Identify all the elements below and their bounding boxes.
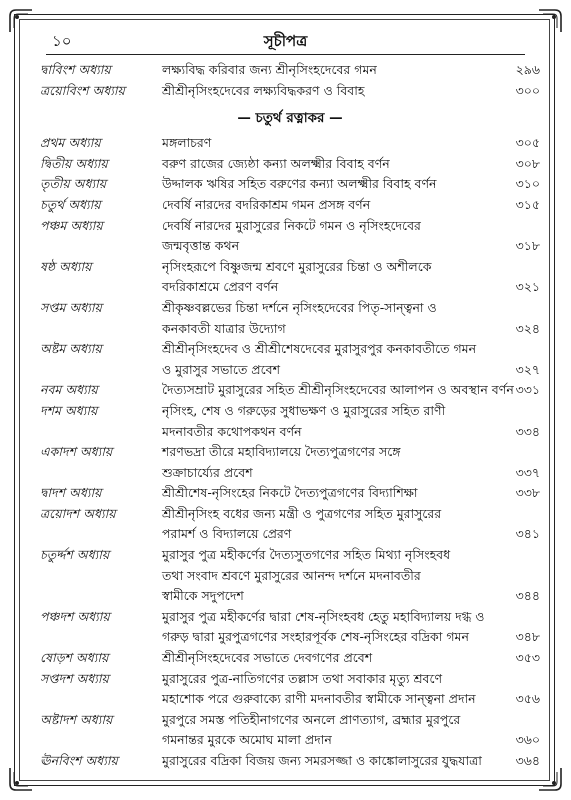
chapter-description — [162, 174, 498, 195]
description-line: শরণভদ্রা তীরে মহাবিদ্যালয়ে দৈত্যপুত্রগণের সঙ্গে — [162, 444, 401, 460]
description-line: মুরাসুরের বদ্রিকা বিজয় জন্য সমরসজ্জা ও কাঙ্কোলাসুরের যুদ্ধযাত্রা — [162, 753, 482, 768]
chapter-description — [162, 257, 498, 298]
chapter-label: অষ্টাদশ অধ্যায় — [40, 711, 113, 727]
description-line: শ্রীশ্রীনৃসিংহ বধের জন্য মন্ত্রী ও পুত্রগণের সহিত মুরাসুরের — [162, 505, 442, 521]
description-line: নৃসিংহ, শেষ ও গরুড়ের সুধাভক্ষণ ও মুরাসুরের সহিত রাণী — [162, 402, 446, 418]
toc-entry — [40, 133, 540, 154]
description-line: দেবর্ষি নারদের মুরাসুরের নিকটে গমন ও নৃসিংহদেবের — [162, 217, 421, 233]
page-reference: ৩১৫ — [515, 196, 540, 212]
description-line: মহাশোক পরে গুরুবাক্যে রাণী মদনাবতীর স্বামীকে সান্ত্বনা প্রদান — [162, 691, 476, 707]
description-line: নৃসিংহরূপে বিষ্ণুজন্ম শ্রবণে মুরাসুরের চিন্তা ও অশীলকে — [162, 258, 432, 274]
page-reference: ৩৩৮ — [515, 485, 540, 501]
chapter-label: সপ্তদশ অধ্যায় — [40, 670, 109, 686]
toc-entry — [40, 216, 540, 257]
description-line: শ্রীকৃষ্ণবল্লভের চিন্তা দর্শনে নৃসিংহদেবের পিতৃ-সান্ত্বনা ও — [162, 299, 437, 315]
corner-ornament-icon — [8, 766, 34, 792]
description-line: গরুড় দ্বারা মুরপুত্রগণের সংহারপূর্বক শেষ-নৃসিংহের বদ্রিকা গমন — [162, 629, 469, 645]
toc-entry — [40, 81, 540, 102]
page-reference: ৩৫৩ — [515, 650, 540, 666]
toc-entry — [40, 339, 540, 380]
chapter-label: ষোড়শ অধ্যায় — [40, 650, 109, 666]
toc-entry — [40, 545, 540, 607]
chapter-label: দ্বাদশ অধ্যায় — [40, 485, 102, 501]
toc-part-two — [40, 133, 540, 771]
chapter-description — [162, 298, 498, 339]
chapter-description — [162, 648, 498, 669]
chapter-description — [162, 442, 498, 483]
chapter-label: পঞ্চম অধ্যায় — [40, 217, 103, 233]
toc-entry — [40, 195, 540, 216]
toc-entry — [40, 648, 540, 669]
page-title: সূচীপত্র — [263, 32, 308, 50]
page-reference: ৩১৮ — [515, 238, 540, 254]
chapter-description — [162, 504, 498, 545]
chapter-description — [162, 401, 498, 442]
page-reference: ৩০৮ — [515, 155, 540, 171]
chapter-label: চতুর্দ্দশ অধ্যায় — [40, 547, 110, 563]
table-of-contents — [40, 60, 540, 772]
chapter-label: একাদশ অধ্যায় — [40, 444, 113, 460]
toc-entry — [40, 607, 540, 648]
description-line: মুরপুরে সমস্ত পতিহীনাগণের অনলে প্রাণত্যাগ, ব্রহ্মার মুরপুরে — [162, 711, 461, 727]
section-heading: — চতুর্থ রত্নাকর — — [237, 110, 343, 127]
description-line: লক্ষ্যবিদ্ধ করিবার জন্য শ্রীনৃসিংহদেবের গমন — [162, 62, 377, 77]
page-reference: ৩৩১ — [515, 382, 540, 398]
chapter-label: ত্রয়োবিংশ অধ্যায় — [40, 82, 125, 98]
page-reference: ৩২৪ — [515, 320, 540, 336]
toc-entry — [40, 751, 540, 772]
chapter-description — [162, 483, 498, 504]
chapter-description — [162, 154, 498, 175]
toc-entry — [40, 154, 540, 175]
chapter-label: দ্বাবিংশ অধ্যায় — [40, 62, 111, 77]
page-reference: ৩০০ — [515, 82, 540, 98]
description-line: কনকাবতী যাত্রার উদ্যোগ — [162, 320, 286, 336]
page-reference: ৩৪৪ — [515, 588, 540, 604]
page-header — [48, 30, 523, 52]
description-line: ও মুরাসুর সভাতে প্রবেশ — [162, 361, 280, 377]
description-line: মুরাসুর পুত্র মহীকর্ণের দৈত্যসুতগণের সহিত মিথ্যা নৃসিংহবধ — [162, 547, 451, 563]
corner-ornament-icon — [8, 8, 34, 34]
chapter-description — [162, 81, 498, 102]
page-number: ১০ — [52, 32, 72, 50]
chapter-description — [162, 216, 498, 257]
chapter-label: চতুর্থ অধ্যায় — [40, 196, 101, 212]
toc-entry — [40, 401, 540, 442]
header-divider — [46, 54, 525, 55]
page-reference: ৩৫৬ — [515, 691, 540, 707]
chapter-label: সপ্তম অধ্যায় — [40, 299, 102, 315]
page-reference: ৩০৫ — [515, 135, 540, 151]
toc-entry — [40, 380, 540, 401]
description-line: দৈত্যসম্রাট মুরাসুরের সহিত শ্রীশ্রীনৃসিংহদেবের আলাপন ও অবস্থান বর্ণন — [162, 382, 514, 398]
description-line: মুরাসুরের পুত্র-নাতিগণের তল্লাস তথা সবাকার মৃত্যু শ্রবণে — [162, 670, 443, 686]
description-line: শ্রীশ্রীনৃসিংহদেব ও শ্রীশ্রীশেষদেবের মুরাসুরপুর কনকাবতীতে গমন — [162, 341, 477, 357]
chapter-description — [162, 607, 498, 648]
chapter-description — [162, 710, 498, 751]
chapter-label: তৃতীয় অধ্যায় — [40, 176, 107, 192]
description-line: স্বামীকে সদুপদেশ — [162, 588, 244, 604]
chapter-description — [162, 339, 498, 380]
page-reference: ২৯৬ — [515, 62, 540, 77]
description-line: মদনাবতীর কথোপকথন বর্ণন — [162, 423, 302, 439]
description-line: তথা সংবাদ শ্রবণে মুরাসুরের আনন্দ দর্শনে মদনাবতীর — [162, 567, 421, 583]
chapter-description — [162, 133, 498, 154]
chapter-label: ঊনবিংশ অধ্যায় — [40, 753, 118, 768]
description-line: পরামর্শ ও বিদ্যালয়ে প্রেরণ — [162, 526, 292, 542]
description-line: গমনান্তর মুরকে অমোঘ মালা প্রদান — [162, 732, 332, 748]
corner-ornament-icon — [537, 8, 563, 34]
chapter-description — [162, 669, 498, 710]
page-reference: ৩১০ — [515, 176, 540, 192]
page-reference: ৩৪৮ — [515, 629, 540, 645]
toc-entry — [40, 60, 540, 81]
chapter-label: দশম অধ্যায় — [40, 402, 98, 418]
page-reference: ৩৩৪ — [515, 423, 540, 439]
page-reference: ৩৬৪ — [515, 753, 540, 768]
chapter-label: নবম অধ্যায় — [40, 382, 98, 398]
description-line: উদ্দালক ঋষির সহিত বরুণের কন্যা অলক্ষ্মীর বিবাহ বর্ণন — [162, 176, 437, 192]
description-line: দেবর্ষি নারদের বদরিকাশ্রম গমন প্রসঙ্গ বর্ণন — [162, 196, 371, 212]
description-line: শ্রীশ্রীনৃসিংহদেবের লক্ষ্যবিদ্ধকরণ ও বিবাহ — [162, 82, 365, 98]
description-line: মুরাসুর পুত্র মহীকর্ণের দ্বারা শেষ-নৃসিংহবধ হেতু মহাবিদ্যালয় দগ্ধ ও — [162, 608, 485, 624]
toc-entry — [40, 257, 540, 298]
description-line: বরুণ রাজের জ্যেষ্ঠা কন্যা অলক্ষ্মীর বিবাহ বর্ণন — [162, 155, 390, 171]
toc-entry — [40, 298, 540, 339]
toc-entry — [40, 442, 540, 483]
corner-ornament-icon — [537, 766, 563, 792]
chapter-label: ত্রয়োদশ অধ্যায় — [40, 505, 116, 521]
toc-entry — [40, 669, 540, 710]
toc-entry — [40, 174, 540, 195]
description-line: শুক্রাচার্য্যের প্রবেশ — [162, 464, 253, 480]
description-line: শ্রীশ্রীনৃসিংহদেবের সভাতে দেবগণের প্রবেশ — [162, 650, 373, 666]
toc-part-one — [40, 60, 540, 101]
chapter-label: দ্বিতীয় অধ্যায় — [40, 155, 108, 171]
chapter-description — [162, 751, 498, 772]
page-reference: ৩৪১ — [515, 526, 540, 542]
page-reference: ৩২১ — [515, 279, 540, 295]
toc-entry — [40, 710, 540, 751]
page-reference: ৩২৭ — [515, 361, 540, 377]
chapter-description — [162, 195, 498, 216]
description-line: বদরিকাশ্রমে প্রেরণ বর্ণন — [162, 279, 279, 295]
chapter-label: অষ্টম অধ্যায় — [40, 341, 102, 357]
page-reference: ৩৩৭ — [515, 464, 540, 480]
page-reference: ৩৬০ — [515, 732, 540, 748]
toc-entry — [40, 483, 540, 504]
chapter-label: ষষ্ঠ অধ্যায় — [40, 258, 92, 274]
chapter-description — [162, 380, 514, 401]
chapter-description — [162, 60, 498, 81]
description-line: মঙ্গলাচরণ — [162, 135, 212, 151]
description-line: শ্রীশ্রীশেষ-নৃসিংহের নিকটে দৈত্যপুত্রগণের বিদ্যাশিক্ষা — [162, 485, 418, 501]
toc-entry — [40, 504, 540, 545]
chapter-label: পঞ্চদশ অধ্যায় — [40, 608, 110, 624]
chapter-description — [162, 545, 498, 607]
chapter-label: প্রথম অধ্যায় — [40, 135, 101, 151]
description-line: জন্মবৃত্তান্ত কথন — [162, 238, 240, 254]
